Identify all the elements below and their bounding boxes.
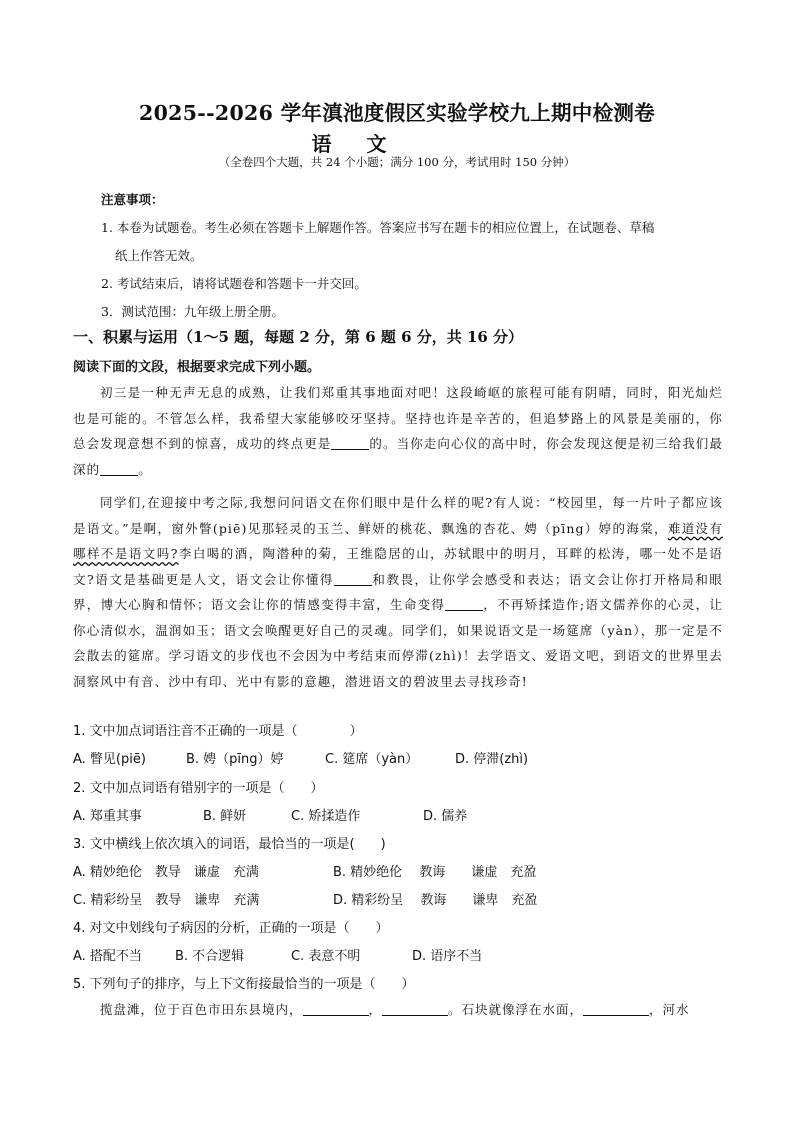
passage-text: 同学们,在迎接中考之际,我想问问语文在你们眼中是什么样的呢?有人说：“校园里，每一片叶子都应该是语文。”是啊，窗外瞥(piē)见那轻灵的玉兰、鲜妍的桃花、飘逸的杏花、娉（pīng）婷的海棠， [73,495,723,536]
passage-text: 。 [138,461,152,477]
q1-option-a: A. 瞥见(piē) [73,752,146,767]
q1-option-b: B. 娉（pīng）婷 [186,752,284,767]
passage-text: ，河水 [649,1002,690,1017]
q1-option-d: D. 停滞(zhì) [455,752,529,767]
notice-heading: 注意事项： [101,192,164,207]
question-5-stem: 5. 下列句子的排序，与上下文衔接最恰当的一项是（ ） [73,977,415,992]
passage-text: 揽盘滩，位于百色市田东县境内， [100,1002,303,1017]
q5-passage-line [73,1000,723,1018]
q2-option-b: B. 鲜妍 [203,809,247,824]
passage-text: 初三是一种无声无息的成熟，让我们郑重其事地面对吧！这段崎岖的旅程可能有阴晴，同时，阳光灿烂也是可能的。不管怎么样，我希望大家能够咬牙坚持。坚持也许是辛苦的，但追梦路上的风景是美丽的，你总会发现意想不到的惊喜，成功的终点更是 [73,385,723,451]
q3-option-b: B. 精妙绝伦 教诲 谦虚 充盈 [333,865,537,880]
section-1-instruction: 阅读下面的文段，根据要求完成下列小题。 [73,360,321,375]
q4-option-d: D. 语序不当 [412,949,483,964]
passage-paragraph-1 [73,380,723,482]
fill-blank [334,571,372,586]
exam-title: 2025--2026 学年滇池度假区实验学校九上期中检测卷 [139,101,655,125]
passage-text: 和教畏，让你学会感受和表达；语文会让你打开格局和眼界，博大心胸和情怀；语文会让你的情感变得丰富，生命变得 [73,571,723,612]
passage-text: ，不再矫揉造作;语文儒养你的心灵，让你心清似水，温润如玉；语文会唤醒更好自己的灵魂。同学们，如果说语文是一场筵席（yàn），那一定是不会散去的筵席。学习语文的步伐也不会因为中考结束而停滞(zhì)！去学语文、爱语文吧，到语文的世界里去洞察风中有音、沙中有印、光中有影的意趣，潜进语文的碧波里去寻找珍奇! [73,597,723,689]
question-1-stem: 1. 文中加点词语注音不正确的一项是（ ） [73,724,363,739]
section-1-title: 一、积累与运用（1～5 题，每题 2 分，第 6 题 6 分，共 16 分） [73,328,524,346]
q4-option-c: C. 表意不明 [291,949,361,964]
q1-option-c: C. 筵席（yàn） [325,752,419,767]
fill-blank [303,1001,369,1016]
passage-text: 李白喝的酒，陶潜种的菊，王维隐居的山，苏轼眼中的明月，耳畔的松涛，哪一处不是语文?语文是基础更是人文，语文会让你懂得 [73,546,723,587]
passage-text: 。石块就像浮在水面， [448,1002,584,1017]
notice-item-1-line1: 1. 本卷为试题卷。考生必须在答题卡上解题作答。答案应书写在题卡的相应位置上，在试题卷、草稿 [101,220,655,235]
question-3-stem: 3. 文中横线上依次填入的词语，最恰当的一项是( ) [73,837,386,852]
question-4-stem: 4. 对文中划线句子病因的分析，正确的一项是（ ） [73,921,389,936]
notice-item-3: 3．测试范围：九年级上册全册。 [101,304,284,319]
exam-info-note: （全卷四个大题，共 24 个小题；满分 100 分，考试用时 150 分钟） [218,155,576,169]
fill-blank [445,596,483,611]
fill-blank [382,1001,448,1016]
question-2-stem: 2. 文中加点词语有错别字的一项是（ ） [73,781,324,796]
q3-option-a: A. 精妙绝伦 教导 谦虚 充满 [73,865,259,880]
q2-option-c: C. 矫揉造作 [291,809,361,824]
passage-paragraph-2 [73,490,723,694]
notice-item-2: 2. 考试结束后，请将试题卷和答题卡一并交回。 [101,276,367,291]
q2-option-a: A. 郑重其事 [73,809,142,824]
passage-text: ， [368,1002,383,1017]
fill-blank [331,435,369,450]
q2-option-d: D. 儒养 [423,809,468,824]
q3-option-c: C. 精彩纷呈 教导 谦卑 充满 [73,893,260,908]
passage-text: 的。当你走向心仪的高中时，你会发现这便是初三给我们最深的 [73,436,724,477]
fill-blank [583,1001,649,1016]
underlined-sentence: 难道没有哪样不是语文吗? [73,520,723,561]
q3-option-d: D. 精彩纷呈 教诲 谦卑 充盈 [333,893,538,908]
notice-item-1 [101,214,721,270]
subject-title: 语 文 [311,132,401,156]
fill-blank [100,461,138,476]
q4-option-a: A. 搭配不当 [73,949,142,964]
q4-option-b: B. 不合逻辑 [175,949,245,964]
notice-item-1-line2: 纸上作答无效。 [115,248,203,263]
